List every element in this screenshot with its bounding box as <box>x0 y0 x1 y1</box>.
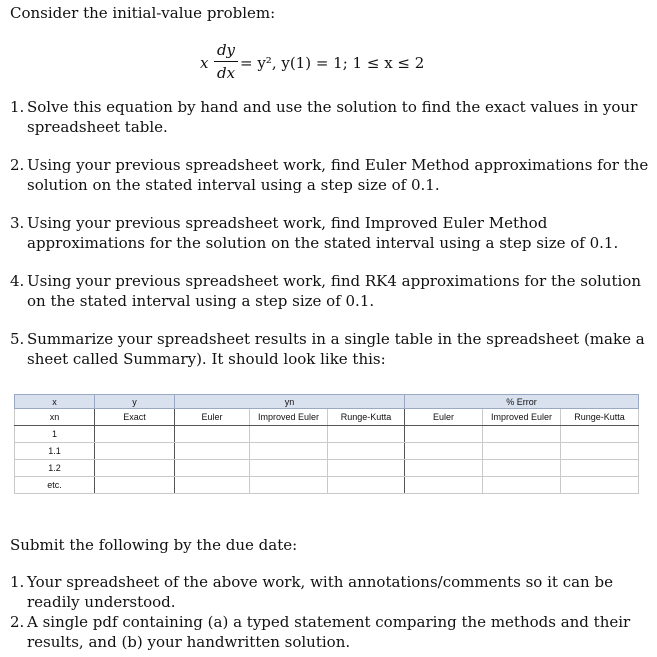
table-cell <box>405 460 483 477</box>
table-cell <box>95 426 175 443</box>
subheader-cell: Improved Euler <box>483 409 561 426</box>
table-cell <box>250 443 328 460</box>
table-cell <box>561 477 639 494</box>
task-number: 2. <box>10 156 25 174</box>
table-cell <box>561 443 639 460</box>
submit-item-number: 1. <box>10 573 25 591</box>
fraction-bar <box>214 61 238 62</box>
subheader-cell: xn <box>15 409 95 426</box>
task-text: Solve this equation by hand and use the solution to find the exact values in your spreadsheet table. <box>27 98 638 136</box>
task-number: 1. <box>10 98 25 116</box>
x-value-cell: etc. <box>15 477 95 494</box>
table-row <box>15 460 639 477</box>
fraction-numerator: dy <box>216 41 236 59</box>
table-cell <box>328 477 405 494</box>
table-cell <box>483 426 561 443</box>
table-cell <box>405 443 483 460</box>
table-cell <box>328 460 405 477</box>
table-cell <box>328 426 405 443</box>
subheader-cell: Runge-Kutta <box>561 409 639 426</box>
table-cell <box>405 426 483 443</box>
table-cell <box>405 477 483 494</box>
task-text: Using your previous spreadsheet work, find Improved Euler Method approximations for the solution on the stated interval using a step size of 0.1. <box>27 214 619 252</box>
equation-fraction <box>214 40 238 83</box>
table-cell <box>561 460 639 477</box>
equation-lhs-var: x <box>200 54 209 72</box>
header-yn: yn <box>175 395 405 409</box>
subheader-cell: Euler <box>405 409 483 426</box>
task-number: 4. <box>10 272 25 290</box>
table-row <box>15 477 639 494</box>
table-cell <box>175 426 250 443</box>
fraction-denominator: dx <box>216 64 236 82</box>
task-text: Summarize your spreadsheet results in a single table in the spreadsheet (make a sheet called Summary). It should look like this: <box>27 330 645 368</box>
table-cell <box>483 460 561 477</box>
x-value-cell: 1.2 <box>15 460 95 477</box>
submit-heading: Submit the following by the due date: <box>10 536 298 554</box>
task-number: 5. <box>10 330 25 348</box>
table-header-row <box>15 395 639 409</box>
table-cell <box>250 460 328 477</box>
task-text: Using your previous spreadsheet work, find Euler Method approximations for the solution on the stated interval using a step size of 0.1. <box>27 156 649 194</box>
submit-item-text: Your spreadsheet of the above work, with annotations/comments so it can be readily understood. <box>27 573 613 611</box>
table-cell <box>328 443 405 460</box>
submit-item-number: 2. <box>10 613 25 631</box>
table-cell <box>250 477 328 494</box>
table-cell <box>175 460 250 477</box>
table-cell <box>483 477 561 494</box>
subheader-cell: Improved Euler <box>250 409 328 426</box>
table-cell <box>95 477 175 494</box>
table-row <box>15 443 639 460</box>
intro-text: Consider the initial-value problem: <box>10 4 276 22</box>
task-number: 3. <box>10 214 25 232</box>
x-value-cell: 1.1 <box>15 443 95 460</box>
subheader-cell: Euler <box>175 409 250 426</box>
table-cell <box>95 460 175 477</box>
table-cell <box>175 477 250 494</box>
table-cell <box>175 443 250 460</box>
table-cell <box>250 426 328 443</box>
table-row <box>15 426 639 443</box>
table-subheader-row <box>15 409 639 426</box>
table-cell <box>561 426 639 443</box>
header-x: x <box>15 395 95 409</box>
header-y: y <box>95 395 175 409</box>
subheader-cell: Exact <box>95 409 175 426</box>
header-error: % Error <box>405 395 639 409</box>
table-cell <box>95 443 175 460</box>
x-value-cell: 1 <box>15 426 95 443</box>
equation-rhs: = y², y(1) = 1; 1 ≤ x ≤ 2 <box>240 54 425 72</box>
subheader-cell: Runge-Kutta <box>328 409 405 426</box>
submit-item-text: A single pdf containing (a) a typed statement comparing the methods and their results, and (b) your handwritten solution. <box>27 613 631 651</box>
summary-table <box>14 394 639 494</box>
task-text: Using your previous spreadsheet work, find RK4 approximations for the solution on the stated interval using a step size of 0.1. <box>27 272 641 310</box>
table-cell <box>483 443 561 460</box>
